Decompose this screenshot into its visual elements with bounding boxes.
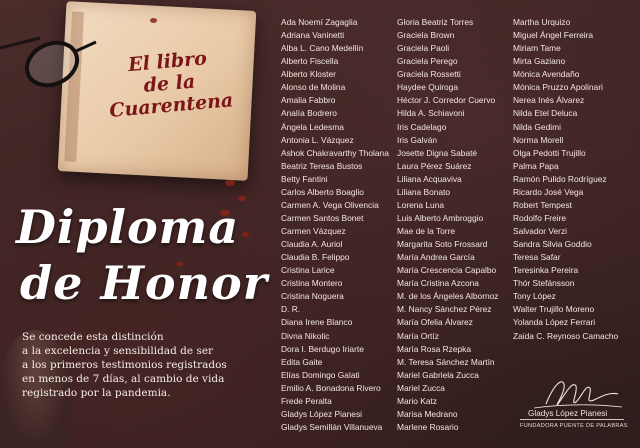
description-line: en menos de 7 días, al cambio de vida: [22, 373, 225, 385]
honoree-name: Elías Domingo Galati: [281, 369, 360, 380]
honoree-name: Antonia L. Vázquez: [281, 134, 354, 145]
honoree-name: Alberto Fiscella: [281, 56, 339, 67]
decorative-area: [0, 0, 270, 448]
honoree-name: Walter Trujillo Moreno: [513, 304, 595, 315]
honoree-name: Analía Bodrero: [281, 108, 337, 119]
honoree-name: Mariel Zucca: [397, 382, 445, 393]
honoree-name: Gloria Beatriz Torres: [397, 17, 474, 27]
honoree-name: Claudia B. Felippo: [281, 252, 350, 263]
honoree-name: Margarita Soto Frossard: [397, 239, 488, 250]
honoree-name: Graciela Perego: [397, 56, 458, 67]
honoree-name: Diana Irene Blanco: [281, 317, 353, 328]
honoree-name: Amalia Fabbro: [281, 95, 336, 106]
honoree-name: Emilio A. Bonadona Rivero: [281, 382, 381, 393]
honoree-name: Miguel Ángel Ferreira: [513, 30, 594, 41]
honoree-name: Carmen Vázquez: [281, 226, 346, 236]
honoree-name: Olga Pedotti Trujillo: [513, 147, 586, 158]
names-column-1: [281, 16, 411, 434]
honoree-name: Divna Nikolic: [281, 330, 330, 341]
honoree-name: Mirta Gaziano: [513, 56, 566, 67]
description-line: a los primeros testimonios registrados: [22, 359, 227, 371]
honoree-name: Carmen A. Vega Olivencia: [281, 199, 379, 210]
honoree-name: Martha Urquizo: [513, 17, 571, 27]
honoree-name: Beatriz Teresa Bustos: [281, 160, 363, 171]
eyeglasses-icon: [0, 30, 120, 110]
honoree-name: Frede Peralta: [281, 395, 332, 406]
honoree-name: Héctor J. Corredor Cuervo: [397, 95, 496, 106]
honoree-name: Iris Galván: [397, 134, 438, 145]
honoree-name: Zaida C. Reynoso Camacho: [513, 330, 619, 341]
honoree-name: M. Nancy Sánchez Pérez: [397, 304, 492, 315]
honoree-name: Carmen Santos Bonet: [281, 212, 364, 223]
honoree-name: Cristina Larice: [281, 265, 335, 276]
honoree-name: Ricardo José Vega: [513, 186, 584, 197]
leaf-icon: [238, 196, 246, 201]
honoree-name: Rodolfo Freire: [513, 212, 567, 223]
honoree-name: María Crescencia Capalbo: [397, 265, 497, 276]
honoree-name: Adriana Vaninetti: [281, 30, 345, 41]
honoree-name: Ramón Pulido Rodríguez: [513, 173, 607, 184]
book-title-line: Cuarentena: [108, 89, 235, 122]
description-line: registrado por la pandemia.: [22, 387, 171, 399]
honoree-name: Palma Papa: [513, 160, 559, 171]
honoree-name: Haydee Quiroga: [397, 82, 458, 93]
honoree-name: Robert Tempest: [513, 199, 572, 210]
honoree-name: Mariel Gabriela Zucca: [397, 369, 479, 380]
honoree-name: Graciela Rossetti: [397, 69, 461, 80]
honoree-name: Mae de la Torre: [397, 226, 456, 236]
honoree-name: Alba L. Cano Medellín: [281, 43, 364, 54]
signature-divider: [520, 419, 624, 420]
signature-role: FUNDADORA PUENTE DE PALABRAS: [520, 423, 628, 429]
honoree-name: Teresa Safar: [513, 252, 561, 263]
description-line: Se concede esta distinción: [22, 331, 164, 343]
honoree-name: Liliana Bonato: [397, 186, 451, 197]
honoree-name: Luis Alberto Ambroggio: [397, 212, 484, 223]
honoree-name: Cristina Noguera: [281, 291, 344, 302]
honoree-name: Marlene Rosario: [397, 421, 459, 432]
description-line: a la excelencia y sensibilidad de ser: [22, 345, 214, 357]
honoree-name: Liliana Acquaviva: [397, 173, 462, 184]
honoree-name: María Cristina Azcona: [397, 278, 479, 289]
honoree-name: Lorena Luna: [397, 199, 445, 210]
honoree-name: Claudia A. Auriol: [281, 239, 343, 250]
honoree-name: Carlos Alberto Boaglio: [281, 186, 364, 197]
honoree-name: Josette Digna Sabaté: [397, 147, 478, 158]
honoree-name: Dora I. Berdugo Iriarte: [281, 343, 364, 354]
honoree-name: Teresinka Pereira: [513, 265, 579, 276]
honoree-name: Graciela Brown: [397, 30, 455, 41]
honoree-name: Mónica Pruzzo Apolinari: [513, 82, 603, 93]
honoree-name: Iris Cadelago: [397, 121, 447, 132]
honoree-name: Nilda Etel Deluca: [513, 108, 578, 119]
leaf-icon: [225, 180, 235, 186]
book-title-line: El libro: [127, 47, 208, 77]
honoree-name: Marisa Medrano: [397, 408, 458, 419]
heading-diploma: Diploma: [16, 200, 240, 254]
honoree-name: D. R.: [281, 304, 301, 315]
signature-name: Gladys López Pianesi: [528, 409, 608, 418]
honoree-name: Tony López: [513, 291, 556, 302]
honoree-name: Alberto Kloster: [281, 69, 336, 80]
honoree-name: Cristina Montero: [281, 278, 343, 289]
honoree-name: María Ofelia Álvarez: [397, 317, 473, 328]
leaf-icon: [150, 18, 157, 23]
honoree-name: Mario Katz: [397, 395, 438, 406]
honoree-name: María Rosa Rzepka: [397, 343, 472, 354]
honoree-name: Mónica Avendaño: [513, 69, 580, 80]
honoree-name: Gladys López Pianesi: [281, 408, 363, 419]
honoree-name: Ada Noemí Zagaglia: [281, 17, 358, 27]
honoree-name: Laura Pérez Suárez: [397, 160, 472, 171]
honoree-name: M. de los Ángeles Albornoz: [397, 291, 499, 302]
names-column-2: [397, 16, 527, 434]
honoree-name: M. Teresa Sánchez Martín: [397, 356, 495, 367]
honoree-name: Yolanda López Ferrari: [513, 317, 596, 328]
honoree-name: Miriam Tame: [513, 43, 561, 54]
honoree-name: Sandra Silvia Goddio: [513, 239, 592, 250]
description: [22, 330, 272, 400]
honoree-name: Ashok Chakravarthy Tholana: [281, 147, 389, 158]
honoree-name: Alonso de Molina: [281, 82, 346, 93]
honoree-name: Edita Gaite: [281, 356, 323, 367]
honoree-name: Thór Stefánsson: [513, 278, 575, 289]
honoree-name: Norma Morell: [513, 134, 564, 145]
signature-image: [524, 374, 624, 414]
honoree-name: Hilda A. Schiavoni: [397, 108, 465, 119]
book-title-line: de la: [142, 70, 197, 97]
honoree-name: María Ortíz: [397, 330, 439, 341]
honoree-name: María Andrea García: [397, 252, 475, 263]
honoree-name: Gladys Semillán Villanueva: [281, 421, 383, 432]
honoree-name: Salvador Verzi: [513, 226, 567, 236]
honoree-name: Nerea Inés Álvarez: [513, 95, 585, 106]
honoree-name: Graciela Paoli: [397, 43, 450, 54]
honoree-name: Betty Fantini: [281, 173, 328, 184]
leaf-icon: [242, 232, 249, 237]
honoree-name: Ángela Ledesma: [281, 121, 344, 132]
names-column-3: [513, 16, 640, 343]
heading-de-honor: de Honor: [20, 256, 268, 310]
honoree-name: Nilda Gedimi: [513, 121, 561, 132]
